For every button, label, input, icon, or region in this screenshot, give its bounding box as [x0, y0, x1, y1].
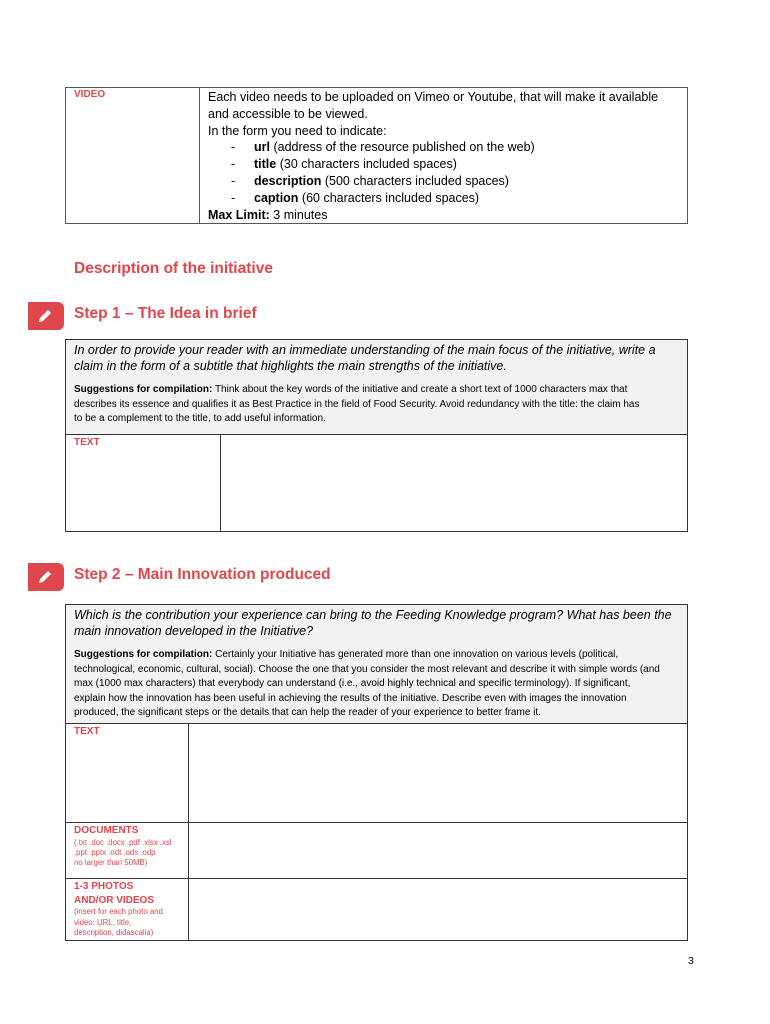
photos-note-1: (insert for each photo and [74, 907, 163, 917]
step2-marker [28, 563, 64, 591]
step1-text-label: TEXT [74, 437, 100, 448]
photos-note-3: description, didascalia) [74, 928, 154, 937]
step1-text-input[interactable] [221, 435, 687, 531]
step1-marker [28, 302, 64, 330]
photos-note-2: video: URL, title, [74, 917, 132, 927]
documents-note-3: no larger than 50MB) [74, 858, 148, 868]
step1-question-line-1: In order to provide your reader with an immediate understanding of the main focus of the initiative, write a [74, 343, 656, 357]
step2-text-label-cell [66, 724, 189, 822]
step2-instructions [66, 605, 687, 724]
photos-label-line-1: 1-3 PHOTOS [74, 881, 134, 892]
pencil-icon [36, 568, 56, 586]
video-field-list [208, 139, 687, 206]
video-field-description: - description (500 characters included spaces) [231, 173, 509, 188]
video-intro-line-2: and accessible to be viewed. [208, 106, 368, 121]
step2-text-row [66, 724, 687, 823]
step1-suggestions: Suggestions for compilation: Think about the key words of the initiative and create a short text of 1000 characters max that describes its essence and qualifies it as Best Practice in the field of Food Security. Avoid redundancy with the title: the claim has to be a complement to the title, to add useful information. [74, 384, 640, 425]
step2-text-input[interactable] [189, 724, 687, 822]
step2-text-label: TEXT [74, 726, 100, 737]
step2-photos-label-cell [66, 879, 189, 940]
step1-text-label-cell [66, 435, 221, 531]
pencil-icon [36, 307, 56, 325]
photos-videos-field[interactable] [189, 879, 687, 940]
step2-table [65, 604, 688, 941]
step2-question-line-2: main innovation developed in the Initiative? [74, 624, 314, 638]
video-max-limit: Max Limit: 3 minutes [208, 207, 328, 222]
video-field-caption: - caption (60 characters included spaces) [231, 190, 480, 205]
video-field-url: - url (address of the resource published on the web) [231, 140, 535, 155]
step1-table [65, 339, 688, 532]
video-intro-line-3: In the form you need to indicate: [208, 123, 387, 138]
video-requirements-table [65, 87, 688, 224]
documents-note-1: (.txt .doc .docx .pdf .xlsx .xsl [74, 837, 172, 847]
video-intro-line-1: Each video needs to be uploaded on Vimeo or Youtube, that will make it available [208, 90, 659, 104]
step1-instructions [66, 340, 687, 435]
step2-documents-row [66, 823, 687, 879]
step2-title: Step 2 – Main Innovation produced [74, 566, 331, 583]
step1-question-line-2: claim in the form of a subtitle that highlights the main strengths of the initiative. [74, 359, 507, 373]
step1-title: Step 1 – The Idea in brief [74, 305, 257, 322]
video-instructions [200, 88, 688, 224]
documents-note-2: .ppt .pptx .odt .ods .odp [74, 848, 156, 857]
step2-photos-row [66, 879, 687, 940]
photos-label-line-2: AND/OR VIDEOS [74, 894, 155, 906]
video-label: VIDEO [66, 88, 200, 224]
step2-documents-label-cell [66, 823, 189, 878]
video-field-title: - title (30 characters included spaces) [231, 157, 457, 172]
step2-question-line-1: Which is the contribution your experience can bring to the Feeding Knowledge program? What has been the [74, 608, 672, 622]
documents-label: DOCUMENTS [74, 825, 139, 836]
page-number: 3 [688, 955, 694, 967]
documents-upload-field[interactable] [189, 823, 687, 878]
step1-text-row [66, 435, 687, 531]
step2-suggestions: Suggestions for compilation: Certainly your Initiative has generated more than one innovation on various levels (political, technological, economic, cultural, social). Choose the one that you consider the most relevant and describe it with simple words (and max (1000 max characters) that everybody can understand (i.e., avoid highly technical and specific terminology). If significant, explain how the innovation has been useful in achieving the results of the initiative. Describe even with images the innovation produced, the significant steps or the details that can help the reader of your experience to better frame it. [74, 649, 660, 719]
description-heading: Description of the initiative [74, 260, 273, 277]
